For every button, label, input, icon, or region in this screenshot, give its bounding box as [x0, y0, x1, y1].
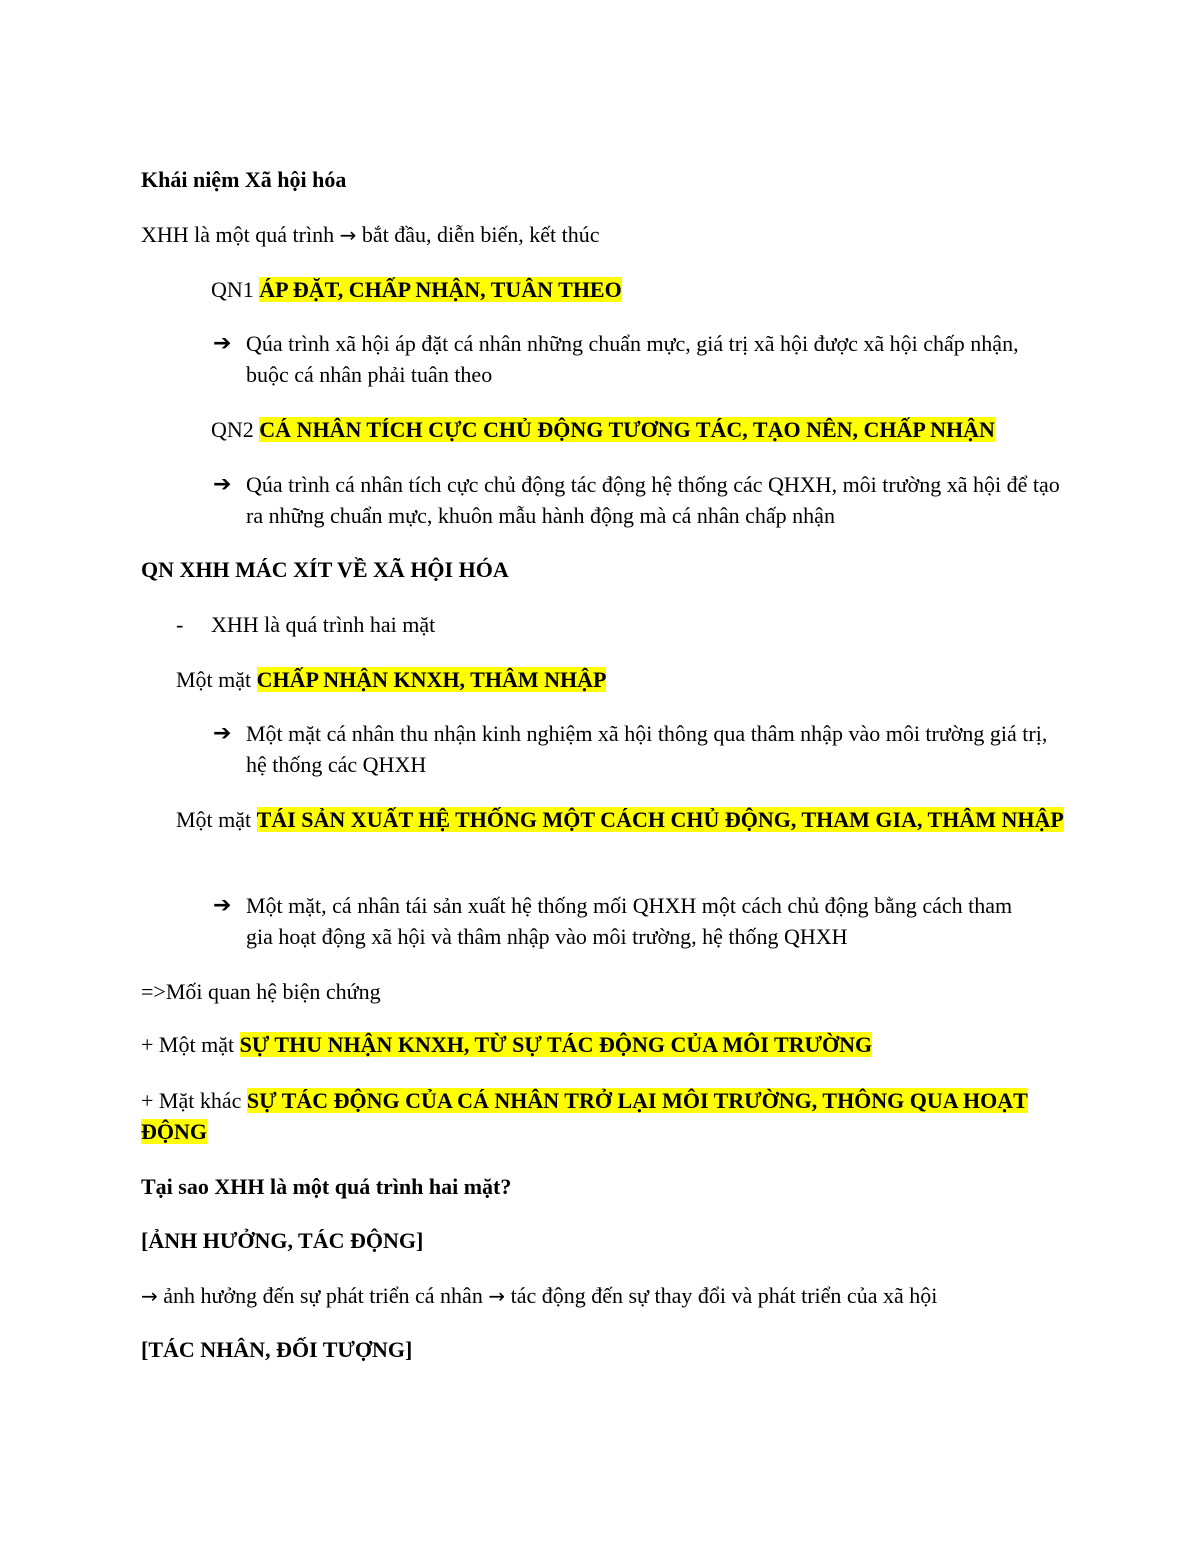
qn2-description: Qúa trình cá nhân tích cực chủ động tác động hệ thống các QHXH, môi trường xã hội để tạo ra những chuẩn mực, khuôn mẫu hành động mà cá nhân chấp nhận: [246, 472, 1060, 528]
effect-part1: ảnh hưởng đến sự phát triển cá nhân: [157, 1283, 489, 1308]
bracket-agent: [TÁC NHÂN, ĐỐI TƯỢNG]: [141, 1337, 413, 1362]
side2-prefix: Một mặt: [176, 807, 257, 832]
process-line: [141, 220, 600, 250]
plus2-prefix: + Mặt khác: [141, 1088, 247, 1113]
plus1-prefix: + Một mặt: [141, 1032, 240, 1057]
side1-highlight: CHẤP NHẬN KNXH, THÂM NHẬP: [256, 667, 607, 692]
dash-item-text: XHH là quá trình hai mặt: [211, 612, 436, 637]
plus2-highlight: SỰ TÁC ĐỘNG CỦA CÁ NHÂN TRỞ LẠI MÔI TRƯỜNG, THÔNG QUA HOẠT ĐỘNG: [141, 1088, 1028, 1144]
effect-part2: tác động đến sự thay đổi và phát triển của xã hội: [505, 1283, 938, 1308]
bullet-arrow-icon: ➔: [213, 472, 232, 497]
right-arrow-icon: →: [141, 1284, 158, 1308]
dialectic-line: =>Mối quan hệ biện chứng: [141, 979, 381, 1004]
qn2-prefix: QN2: [211, 417, 260, 442]
side1-description: Một mặt cá nhân thu nhận kinh nghiệm xã hội thông qua thâm nhập vào môi trường giá trị, hệ thống các QHXH: [246, 721, 1048, 777]
plus1-highlight: SỰ THU NHẬN KNXH, TỪ SỰ TÁC ĐỘNG CỦA MÔI TRƯỜNG: [239, 1032, 873, 1057]
dash-bullet: -: [176, 612, 184, 637]
right-arrow-icon: →: [339, 223, 357, 247]
qn1-line: [211, 275, 622, 305]
plus1-line: [141, 1030, 872, 1060]
side2-line: [176, 804, 1076, 835]
qn2-highlight: CÁ NHÂN TÍCH CỰC CHỦ ĐỘNG TƯƠNG TÁC, TẠO NÊN, CHẤP NHẬN: [259, 417, 995, 442]
qn1-description: Qúa trình xã hội áp đặt cá nhân những chuẩn mực, giá trị xã hội được xã hội chấp nhận, buộc cá nhân phải tuân theo: [246, 331, 1019, 387]
qn1-prefix: QN1: [211, 277, 260, 302]
effect-line: [141, 1281, 937, 1311]
bullet-arrow-icon: ➔: [213, 721, 232, 746]
side1-line: [176, 665, 606, 695]
side1-prefix: Một mặt: [176, 667, 257, 692]
plus2-line: [141, 1085, 1041, 1147]
process-rest: bắt đầu, diễn biến, kết thúc: [356, 222, 600, 247]
qn1-highlight: ÁP ĐẶT, CHẤP NHẬN, TUÂN THEO: [259, 277, 622, 302]
qn2-line: [211, 415, 995, 445]
question-heading: Tại sao XHH là một quá trình hai mặt?: [141, 1174, 512, 1199]
bullet-arrow-icon: ➔: [213, 893, 232, 918]
doc-title: Khái niệm Xã hội hóa: [141, 167, 347, 192]
section-heading: QN XHH MÁC XÍT VỀ XÃ HỘI HÓA: [141, 557, 509, 582]
side2-highlight: TÁI SẢN XUẤT HỆ THỐNG MỘT CÁCH CHỦ ĐỘNG, THAM GIA, THÂM NHẬP: [256, 807, 1064, 832]
side2-description: Một mặt, cá nhân tái sản xuất hệ thống mối QHXH một cách chủ động bằng cách tham gia hoạt động xã hội và thâm nhập vào môi trường, hệ thống QHXH: [246, 893, 1013, 949]
right-arrow-icon: →: [488, 1284, 506, 1308]
bullet-arrow-icon: ➔: [213, 331, 232, 356]
process-text: XHH là một quá trình: [141, 222, 340, 247]
bracket-influence: [ẢNH HƯỞNG, TÁC ĐỘNG]: [141, 1228, 424, 1253]
